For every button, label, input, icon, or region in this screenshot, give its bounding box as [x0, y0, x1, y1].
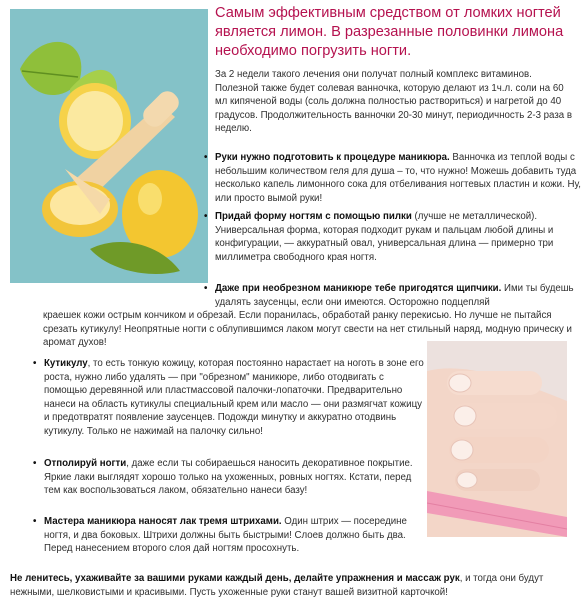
bullet-text: , то есть тонкую кожицу, которая постоянно нарастает на ноготь в зоне его роста, нужно либо удалять — при "обрезном" маникюре, либо отодвигать с помощью деревянной или пластмассовой палочки-лопаточки. Предварительно нанеси на область кутикулы специальный крем или масло — они размягчат кожицу и предотвратят появление заусенцев. Подожди минутку и аккуратно отодвинь кутикулу. Только не нажимай на палочку сильно!: [44, 358, 424, 437]
bullet-title: Придай форму ногтям с помощью пилки: [215, 211, 412, 222]
bullet-three-strokes: [33, 515, 429, 556]
bullet-title: Отполируй ногти: [44, 458, 127, 469]
bullet-text: Ванночка из теплой воды с небольшим количеством геля для душа – то, что нужно! Можешь добавить туда несколько капель лимонного сока для отбеливания ногтевых пластин и кожи. Ну, или просто вымой руки!: [215, 152, 582, 204]
bullet-title: Мастера маникюра наносят лак тремя штрихами.: [44, 516, 282, 527]
footer-text: , и тогда они будут нежными, шелковистыми и красивыми. Пусть ухоженные руки станут вашей визитной карточкой!: [10, 573, 544, 598]
bullet-title: Кутикулу: [44, 358, 88, 369]
bullet-polish: [33, 457, 429, 498]
manicure-photo: [427, 341, 567, 537]
footer-title: Не ленитесь, ухаживайте за вашими руками каждый день, делайте упражнения и массаж рук: [10, 573, 460, 584]
intro-paragraph: За 2 недели такого лечения они получат полный комплекс витаминов. Полезной также будет солевая ванночка, которую делают из 1ч.л. соли на 60 мл кипяченой воды (соль должна полностью раствориться) и нагретой до 40 градусов. Продолжительность ванночки 20-30 минут, периодичность 2-3 раза в неделю.: [215, 69, 572, 135]
bullet-prepare-hands: [204, 151, 585, 205]
bullet-text: Один штрих — посередине ногтя, и два боковых. Штрихи должны быть быстрыми! Слоев должно быть два. Перед нанесением второго слоя дай ногтям просохнуть.: [44, 516, 407, 555]
bullet-cuticle: [33, 357, 429, 439]
footer-paragraph: [10, 572, 575, 599]
bullet-shape-nails: [204, 210, 585, 264]
bullet-text: Ими ты будешь удалять заусенцы, если они имеются. Осторожно подцепляй: [215, 283, 574, 308]
bullet-text: (лучше не металлической). Универсальная форма, которая подходит рукам и пальцам любой длины и конфигурации, — аккуратный овал, универсальная длина — примерно три миллиметра свободного края ногтя.: [215, 211, 554, 263]
headline: Самым эффективным средством от ломких ногтей является лимон. В разрезанные половинки лимона необходимо погрузить ногти.: [215, 5, 564, 59]
bullet-title: Даже при необрезном маникюре тебе пригодятся щипчики.: [215, 283, 502, 294]
bullet-nippers: [204, 282, 585, 309]
bullet-nippers-continued: краешек кожи острым кончиком и обрезай. Если поранилась, обработай ранку перекисью. Но лучше не пытайся срезать кутикулу! Неопрятные ногти с облупившимся лаком могут свести на нет стильный наряд, модную прическу и аромат духов!: [43, 310, 572, 349]
bullet-text: , даже если ты собираешься наносить декоративное покрытие. Яркие лаки выглядят хорошо только на ухоженных, ровных ногтях. Кстати, перед тем как воспользоваться лаком, обязательно нанеси базу!: [44, 458, 413, 497]
bullet-title: Руки нужно подготовить к процедуре маникюра.: [215, 152, 450, 163]
lemon-photo: [10, 9, 208, 283]
